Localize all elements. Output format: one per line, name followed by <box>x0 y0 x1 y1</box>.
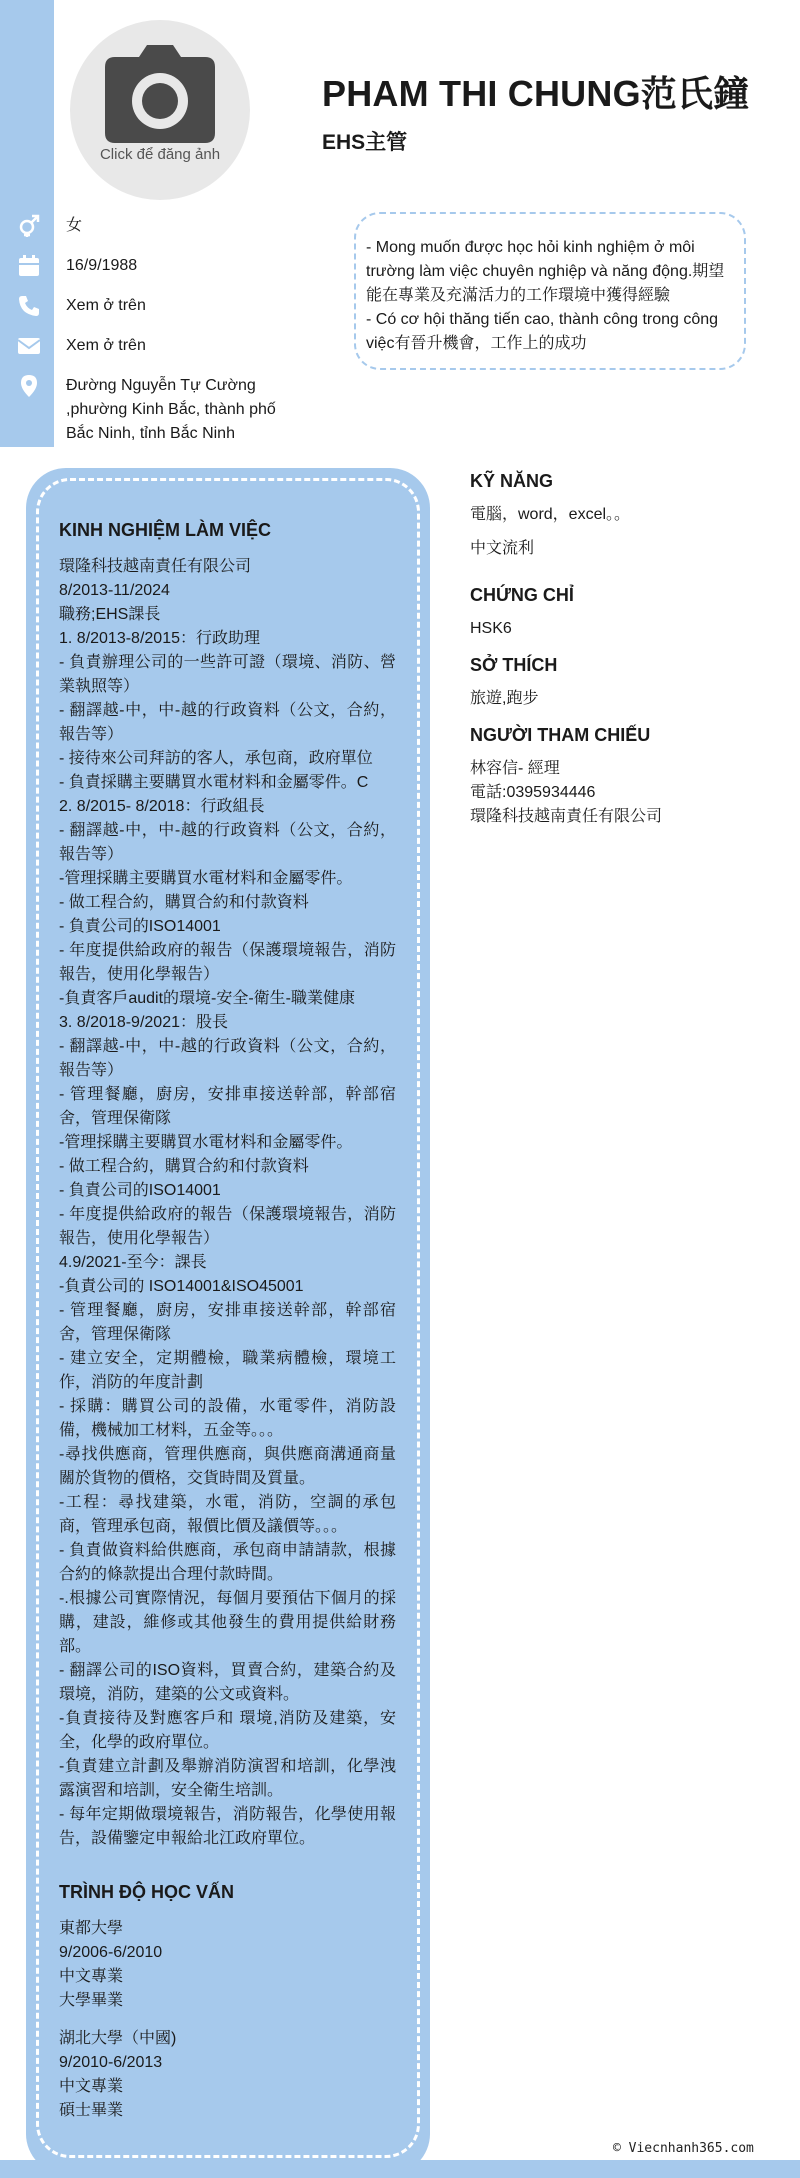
hobby-item: 旅遊,跑步 <box>470 690 539 707</box>
hobbies-heading: SỞ THÍCH <box>470 655 558 675</box>
calendar-icon <box>17 254 41 278</box>
experience-line: -工程：尋找建築，水電，消防，空調的承包商，管理承包商，報價比價及議價等。。。 <box>59 1494 396 1535</box>
experience-line: 環隆科技越南責任有限公司 <box>59 558 252 575</box>
avatar-upload[interactable] <box>70 20 250 200</box>
education-major: 中文專業 <box>59 1968 124 1985</box>
address-value: Đường Nguyễn Tự Cường ,phường Kinh Bắc, thành phố Bắc Ninh, tỉnh Bắc Ninh <box>66 377 276 442</box>
references-heading: NGƯỜI THAM CHIẾU <box>470 725 651 745</box>
objective-line: - Mong muốn được học hỏi kinh nghiệm ở môi trường làm việc chuyên nghiệp và năng động.期望能在專業及充滿活力的工作環境中獲得經驗 <box>366 239 725 304</box>
email-icon <box>17 334 41 358</box>
skill-item: 電腦，word，excel。。 <box>470 506 631 523</box>
experience-line: - 翻譯越-中，中-越的行政資料（公文，合約，報告等） <box>59 822 396 863</box>
gender-value: 女 <box>66 217 83 234</box>
experience-line: -負責客戶audit的環境-安全-衛生-職業健康 <box>59 990 356 1007</box>
experience-list <box>59 555 396 1851</box>
experience-line: -負責接待及對應客戶和 環境,消防及建築，安全，化學的政府單位。 <box>59 1710 396 1751</box>
education-entry <box>59 2027 396 2123</box>
skills-heading: KỸ NĂNG <box>470 471 554 491</box>
candidate-name: PHAM THI CHUNG范氏鐘 <box>322 73 750 114</box>
experience-line: - 做工程合約，購買合約和付款資料 <box>59 1158 309 1175</box>
education-period: 9/2006-6/2010 <box>59 1944 163 1961</box>
phone-value: Xem ở trên <box>66 297 146 314</box>
career-objective <box>354 212 746 370</box>
education-entry <box>59 1917 396 2013</box>
experience-line: - 負責辦理公司的一些許可證（環境、消防、營業執照等） <box>59 654 396 695</box>
experience-line: 職務;EHS課長 <box>59 606 161 623</box>
education-school: 湖北大學（中國) <box>59 2030 177 2047</box>
reference-line: 環隆科技越南責任有限公司 <box>470 808 663 825</box>
gender-icon <box>17 213 41 237</box>
phone-icon <box>17 294 41 318</box>
experience-line: - 負責做資料給供應商，承包商申請請款，根據合約的條款提出合理付款時間。 <box>59 1542 396 1583</box>
experience-line: -負責公司的 ISO14001&ISO45001 <box>59 1278 304 1295</box>
experience-line: 1. 8/2013-8/2015：行政助理 <box>59 630 260 647</box>
experience-line: - 管理餐廳，廚房，安排車接送幹部，幹部宿舍，管理保衛隊 <box>59 1086 396 1127</box>
objective-line: - Có cơ hội thăng tiến cao, thành công trong công việc有晉升機會，工作上的成功 <box>366 311 719 352</box>
experience-line: - 翻譯越-中，中-越的行政資料（公文，合約，報告等） <box>59 702 396 743</box>
skill-item: 中文流利 <box>470 540 535 557</box>
certificate-item: HSK6 <box>470 620 512 637</box>
reference-line: 電話:0395934446 <box>470 784 596 801</box>
experience-line: - 年度提供給政府的報告（保護環境報告，消防報告，使用化學報告） <box>59 942 396 983</box>
education-major: 中文專業 <box>59 2078 124 2095</box>
watermark: © Viecnhanh365.com <box>613 2141 754 2156</box>
experience-line: 4.9/2021-至今：課長 <box>59 1254 207 1271</box>
experience-line: - 負責公司的ISO14001 <box>59 1182 221 1199</box>
experience-line: -尋找供應商，管理供應商，與供應商溝通商量關於貨物的價格，交貨時間及質量。 <box>59 1446 396 1487</box>
birthdate-value: 16/9/1988 <box>66 257 138 274</box>
experience-line: - 翻譯越-中，中-越的行政資料（公文，合約，報告等） <box>59 1038 396 1079</box>
experience-line: -負責建立計劃及舉辦消防演習和培訓，化學洩露演習和培訓，安全衛生培訓。 <box>59 1758 396 1799</box>
experience-line: 8/2013-11/2024 <box>59 582 170 599</box>
experience-line: -.根據公司實際情況，每個月要預估下個月的採購，建設，維修或其他發生的費用提供給財務部。 <box>59 1590 396 1655</box>
experience-line: 2. 8/2015- 8/2018：行政組長 <box>59 798 265 815</box>
certificates-heading: CHỨNG CHỈ <box>470 585 574 605</box>
experience-line: - 負責採購主要購買水電材料和金屬零件。C <box>59 774 369 791</box>
experience-line: -管理採購主要購買水電材料和金屬零件。 <box>59 870 353 887</box>
location-icon <box>17 374 41 398</box>
experience-line: - 每年定期做環境報告，消防報告，化學使用報告，設備鑒定申報給北江政府單位。 <box>59 1806 396 1847</box>
education-heading: TRÌNH ĐỘ HỌC VẤN <box>59 1882 234 1902</box>
experience-line: - 採購：購買公司的設備，水電零件，消防設備，機械加工材料，五金等。。。 <box>59 1398 396 1439</box>
experience-line: - 負責公司的ISO14001 <box>59 918 221 935</box>
education-degree: 大學畢業 <box>59 1992 124 2009</box>
experience-heading: KINH NGHIỆM LÀM VIỆC <box>59 520 272 540</box>
experience-line: - 接待來公司拜訪的客人，承包商，政府單位 <box>59 750 373 767</box>
email-value: Xem ở trên <box>66 337 146 354</box>
experience-line: - 做工程合約，購買合約和付款資料 <box>59 894 309 911</box>
experience-line: - 年度提供給政府的報告（保護環境報告，消防報告，使用化學報告） <box>59 1206 396 1247</box>
education-degree: 碩士畢業 <box>59 2102 124 2119</box>
photo-caption: Click để đăng ảnh <box>99 146 221 163</box>
job-title: EHS主管 <box>322 131 408 154</box>
camera-icon <box>105 45 215 143</box>
education-period: 9/2010-6/2013 <box>59 2054 163 2071</box>
experience-line: -管理採購主要購買水電材料和金屬零件。 <box>59 1134 353 1151</box>
experience-line: - 翻譯公司的ISO資料，買賣合約，建築合約及環境，消防，建築的公文或資料。 <box>59 1662 396 1703</box>
reference-line: 林容信- 經理 <box>470 760 560 777</box>
experience-line: 3. 8/2018-9/2021：股長 <box>59 1014 228 1031</box>
education-school: 東都大學 <box>59 1920 124 1937</box>
experience-line: - 管理餐廳，廚房，安排車接送幹部，幹部宿舍，管理保衛隊 <box>59 1302 396 1343</box>
experience-line: - 建立安全，定期體檢，職業病體檢，環境工作，消防的年度計劃 <box>59 1350 396 1391</box>
